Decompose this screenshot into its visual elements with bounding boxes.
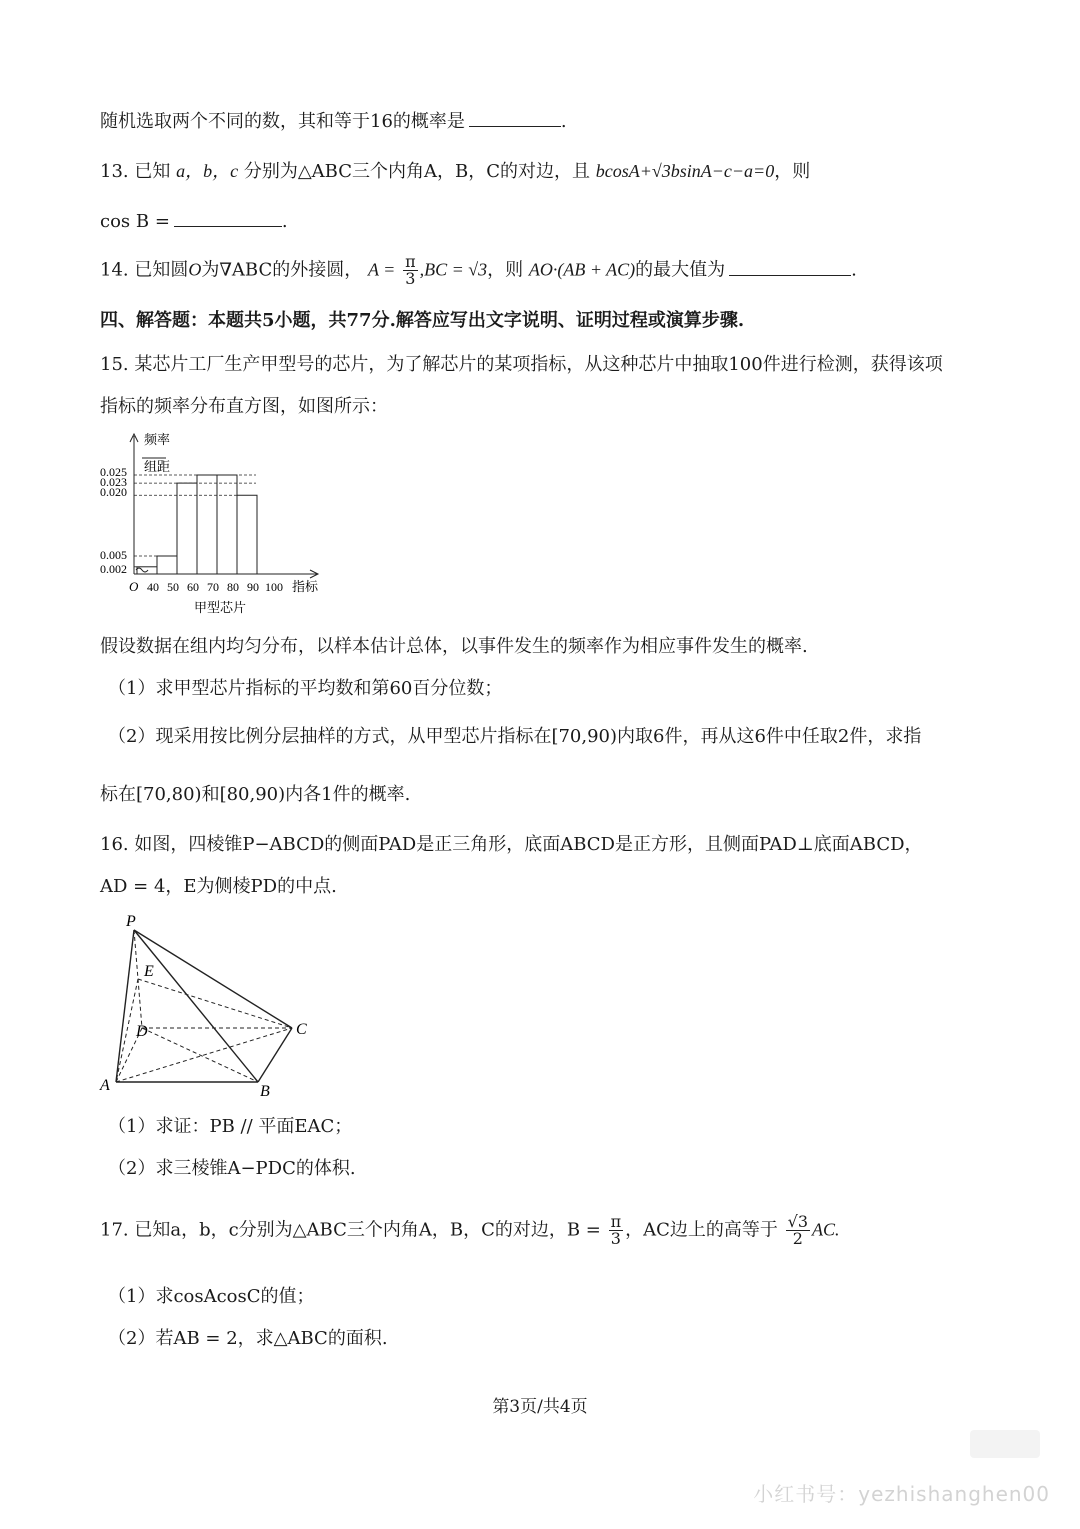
q12-tail: 随机选取两个不同的数，其和等于16的概率是 . — [100, 108, 567, 135]
xtick-70: 70 — [207, 580, 219, 594]
q14-max: 的最大值为 — [635, 259, 726, 281]
pi-over-3 — [403, 254, 418, 287]
q17-line — [100, 1214, 840, 1247]
q15-part2-line1: （2）现采用按比例分层抽样的方式，从甲型芯片指标在[70,90)内取6件，再从这6件中任取2件，求指 — [108, 726, 922, 747]
q16-line2: AD = 4，E为侧棱PD的中点. — [100, 876, 337, 897]
q17-text: 17. 已知a，b，c分别为△ABC三个内角A，B，C的对边，B = — [100, 1219, 601, 1241]
q16-line1: 16. 如图，四棱锥P−ABCD的侧面PAD是正三角形，底面ABCD是正方形，且侧面PAD⊥底面ABCD， — [100, 834, 923, 855]
q16-part1: （1）求证：PB // 平面EAC； — [108, 1116, 353, 1137]
q17-height-text: ，AC边上的高等于 — [625, 1219, 778, 1241]
vertex-C: C — [296, 1021, 307, 1038]
frac-num: π — [405, 252, 416, 271]
frac-num: √3 — [787, 1212, 809, 1231]
watermark-badge — [970, 1430, 1040, 1458]
q15-line2: 指标的频率分布直方图，如图所示： — [100, 396, 388, 417]
histogram-bar — [197, 475, 217, 574]
frequency-histogram — [96, 428, 336, 624]
q17-AC: AC. — [812, 1219, 840, 1240]
section-4-header: 四、解答题：本题共5小题，共77分.解答应写出文字说明、证明过程或演算步骤. — [100, 310, 745, 331]
answer-blank — [469, 108, 561, 127]
q13-cosB: cos B = — [100, 211, 170, 232]
q15-part2-line2: 标在[70,80)和[80,90)内各1件的概率. — [100, 784, 411, 805]
histogram-bar — [157, 556, 177, 574]
pi-over-3-b — [609, 1214, 624, 1247]
histogram-bar — [237, 495, 257, 574]
xtick-50: 50 — [167, 580, 179, 594]
ytick-0.020: 0.020 — [100, 485, 127, 499]
q14-text: 为∇ABC的外接圆， — [201, 259, 363, 281]
xtick-80: 80 — [227, 580, 239, 594]
frac-num: π — [610, 1212, 622, 1231]
edge-PB — [134, 930, 258, 1082]
xtick-100: 100 — [265, 580, 283, 594]
edge-PC — [134, 930, 292, 1028]
q14-bc: ,BC = √3 — [419, 259, 488, 280]
histogram-bars — [137, 475, 257, 574]
watermark: 小红书号：yezhishanghen00 — [753, 1482, 1050, 1506]
q14-then: ，则 — [487, 259, 524, 281]
answer-blank — [174, 208, 282, 227]
page-footer: 第3页/共4页 — [492, 1397, 588, 1417]
vertex-E: E — [144, 963, 154, 980]
q13-text: 分别为△ABC三个内角A，B，C的对边，且 — [243, 161, 591, 182]
answer-blank — [729, 257, 851, 276]
histogram-bar — [217, 475, 237, 574]
q14-A: A = — [368, 259, 396, 280]
edge-PA — [116, 930, 134, 1082]
origin-label: O — [129, 579, 139, 594]
vertex-P: P — [126, 913, 136, 930]
xtick-40: 40 — [147, 580, 159, 594]
ytick-0.023: 0.023 — [100, 475, 127, 489]
frac-den: 3 — [610, 1229, 621, 1248]
q14-vector-expr: AO·(AB + AC) — [528, 259, 636, 280]
pyramid-figure — [96, 910, 326, 1100]
ytick-0.002: 0.002 — [100, 562, 127, 576]
q15-part1: （1）求甲型芯片指标的平均数和第60百分位数； — [108, 678, 503, 699]
q15-assumption: 假设数据在组内均匀分布，以样本估计总体，以事件发生的频率作为相应事件发生的概率. — [100, 636, 808, 657]
q17-part2: （2）若AB = 2，求△ABC的面积. — [108, 1328, 388, 1349]
edge-EC — [138, 979, 292, 1028]
vertex-B: B — [260, 1083, 270, 1100]
ytick-0.025: 0.025 — [100, 465, 127, 479]
q15-line1: 15. 某芯片工厂生产甲型号的芯片，为了解芯片的某项指标，从这种芯片中抽取100件进行检测，获得该项 — [100, 354, 943, 375]
q14-O: O — [188, 259, 202, 280]
histogram-bar — [177, 483, 197, 574]
q13-line1 — [100, 158, 810, 185]
ytick-0.005: 0.005 — [100, 548, 127, 562]
xtick-90: 90 — [247, 580, 259, 594]
ylabel-top: 频率 — [144, 432, 171, 447]
frac-den: 2 — [792, 1229, 803, 1248]
sqrt3-over-2 — [786, 1214, 810, 1247]
xlabel: 指标 — [292, 579, 319, 594]
q13-equation: bcosA+√3bsinA−c−a=0 — [595, 161, 775, 181]
q13-then: ，则 — [774, 161, 811, 182]
q12-text: 随机选取两个不同的数，其和等于16的概率是 — [100, 111, 465, 132]
edge-BC — [258, 1028, 292, 1082]
histogram-caption: 甲型芯片 — [194, 600, 247, 615]
q13-vars: a，b，c — [176, 161, 239, 181]
frac-den: 3 — [405, 269, 416, 288]
q14-number: 14. 已知圆 — [100, 259, 189, 281]
q13-number: 13. 已知 — [100, 161, 171, 182]
q13-line2: cos B = . — [100, 208, 288, 235]
edge-DB — [142, 1028, 258, 1082]
xtick-60: 60 — [187, 580, 199, 594]
vertex-A: A — [100, 1077, 110, 1094]
ylabel-bottom: 组距 — [144, 459, 171, 474]
q14-line: 14. 已知圆O为∇ABC的外接圆， A = $\frac{\pi}{3}$ ,BC = √3，则 AO·(AB + AC)的最大值为 . — [100, 252, 857, 288]
vertex-D: D — [136, 1023, 148, 1040]
q16-part2: （2）求三棱锥A−PDC的体积. — [108, 1158, 356, 1179]
q17-part1: （1）求cosAcosC的值； — [108, 1286, 315, 1307]
